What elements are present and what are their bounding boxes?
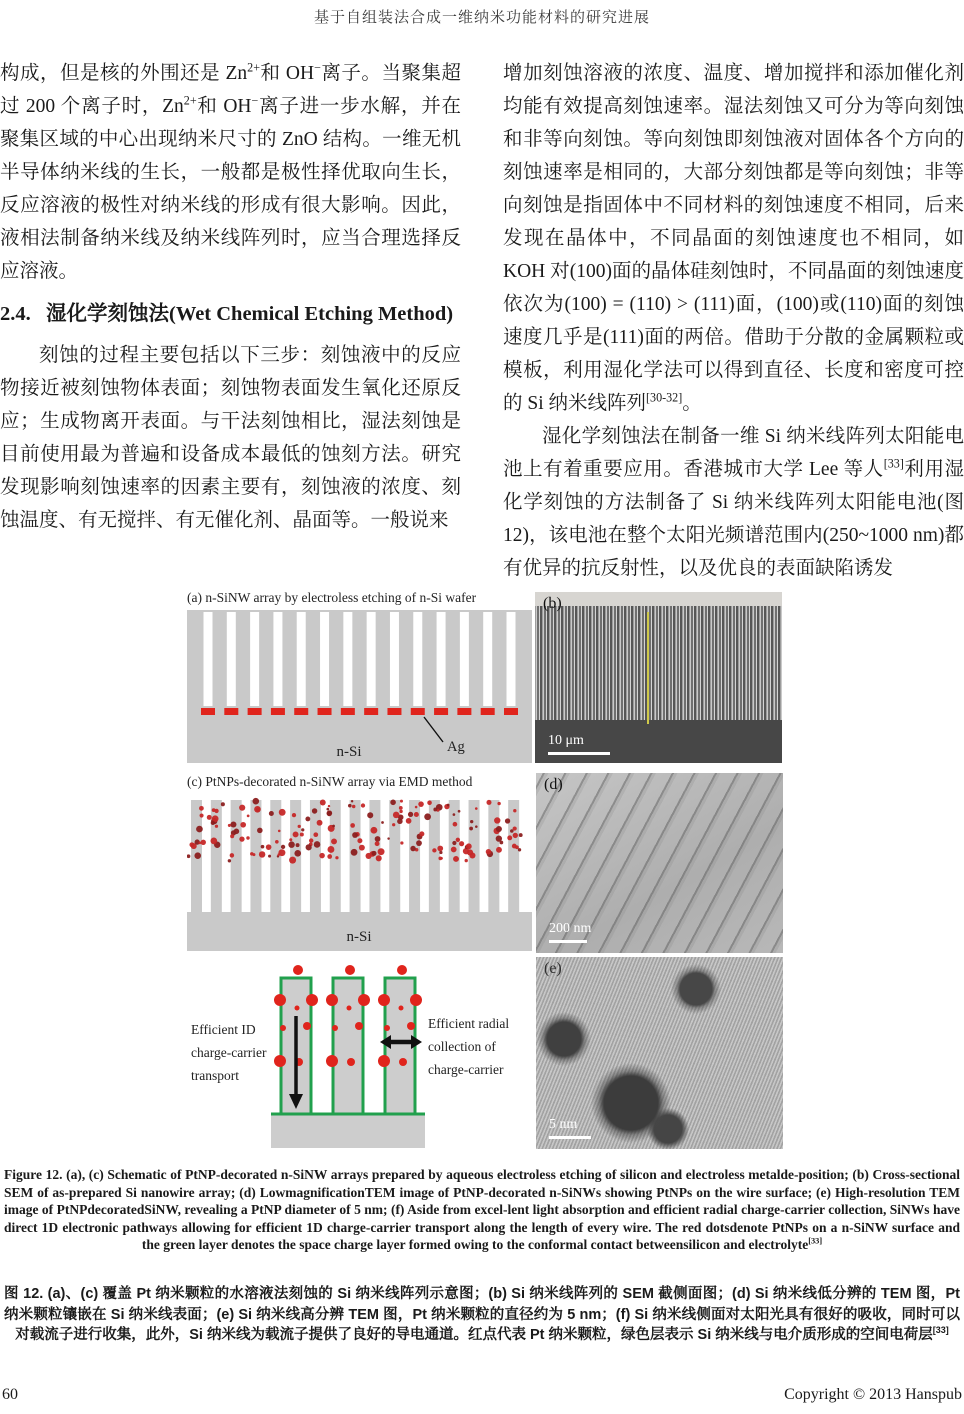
panel-b-label: (b) <box>543 595 562 612</box>
scale-bar-text: 10 μm <box>548 732 584 748</box>
scale-bar-line <box>549 940 587 944</box>
svg-text:Ag: Ag <box>447 739 465 755</box>
figure-12 <box>0 588 964 1162</box>
paragraph: 增加刻蚀溶液的浓度、温度、增加搅拌和添加催化剂均能有效提高刻蚀速率。湿法刻蚀又可分为等向刻蚀和非等向刻蚀。等向刻蚀即刻蚀液对固体各个方向的刻蚀速率是相同的，大部分刻蚀都是等向刻蚀；非等向刻蚀是指固体中不同材料的刻蚀速度不相同，后来发现在晶体中，不同晶面的刻蚀速度也不相同，如 KOH 对(100)面的晶体硅刻蚀时，不同晶面的刻蚀速度依次为(100) = (110) > (111)面，(100)或(110)面的刻蚀速度几乎是(111)面的两倍。借助于分散的金属颗粒或模板，利用湿化学法可以得到直径、长度和密度可控的 Si 纳米线阵列[30-32]。 <box>503 63 964 414</box>
scale-bar <box>548 733 610 756</box>
running-head-title: 基于自组装法合成一维纳米功能材料的研究进展 <box>313 10 650 26</box>
svg-text:n-Si: n-Si <box>346 929 372 945</box>
panel-a-label: (a) n-SiNW array by electroless etching of n-Si wafer <box>187 590 477 605</box>
paragraph: 湿化学刻蚀法在制备一维 Si 纳米线阵列太阳能电池上有着重要应用。香港城市大学 Lee 等人[33]利用湿化学刻蚀的方法制备了 Si 纳米线阵列太阳能电池(图 12)，该电池在整个太阳光频谱范围内(250~1000 nm)都有优异的抗反射性，以及优良的表面缺陷诱发 <box>503 426 964 579</box>
panel-a-schematic <box>187 610 532 763</box>
panel-f-schematic <box>185 956 535 1156</box>
scale-bar-line <box>549 1136 591 1140</box>
section-number: 2.4. <box>0 303 31 325</box>
section-title: 湿化学刻蚀法(Wet Chemical Etching Method) <box>46 303 454 325</box>
scale-bar-line <box>548 752 610 756</box>
svg-text:Efficient radial: Efficient radial <box>428 1016 510 1031</box>
tem-image-panel-d <box>536 773 783 953</box>
scale-bar <box>549 921 591 944</box>
figure-caption-chinese: 图 12. (a)、(c) 覆盖 Pt 纳米颗粒的水溶液法刻蚀的 Si 纳米线阵列示意图；(b) Si 纳米线阵列的 SEM 截侧面图；(d) Si 纳米线低分辨的 TEM 图，Pt 纳米颗粒镶嵌在 Si 纳米线表面；(e) Si 纳米线高分辨 TEM 图，Pt 纳米颗粒的直径约为 5 nm；(f) Si 纳米线侧面对太阳光具有很好的吸收，同时可以对载流子进行收集，此外，Si 纳米线为载流子提供了良好的导电通道。红点代表 Pt 纳米颗粒，绿色层表示 Si 纳米线与电介质形成的空间电荷层[33] <box>4 1286 960 1343</box>
paragraph: 刻蚀的过程主要包括以下三步：刻蚀液中的反应物接近被刻蚀物体表面；刻蚀物表面发生氧化还原反应；生成物离开表面。与干法刻蚀相比，湿法刻蚀是目前使用最为普遍和设备成本最低的蚀刻方法。研究发现影响刻蚀速率的因素主要有，刻蚀液的浓度、刻蚀温度、有无搅拌、有无催化剂、晶面等。一般说来 <box>0 345 461 531</box>
scale-bar-text: 5 nm <box>549 1116 578 1132</box>
panel-e-label: (e) <box>544 960 562 977</box>
scale-bar-text: 200 nm <box>549 920 592 936</box>
left-text-column <box>0 57 461 537</box>
right-text-column <box>503 57 964 585</box>
figure-caption-english: Figure 12. (a), (c) Schematic of PtNP-decorated n-SiNW arrays prepared by aqueous electroless etching of silicon and electroless metalde-position; (b) Cross-sectional SEM of as-prepared Si nanowire array; (d) LowmagnificationTEM image of PtNP-decorated n-SiNWs showing PtNPs on the wire surface; (e) High-resolution TEM image of PtNPdecoratedSiNW, revealing a PtNP diameter of 5 nm; (f) Aside from excel-lent light absorption and efficient radial charge-carrier collection, SiNWs have direct 1D electronic pathways allowing for efficient 1D charge-carrier transport along the length of every wire. The red dotsdenote PtNPs on a n-SiNW surface and the green layer denotes the space charge layer formed owing to the conformal contact betweensilicon and electrolyte[33] <box>4 1167 960 1252</box>
panel-d-label: (d) <box>544 776 563 793</box>
svg-text:charge-carrier: charge-carrier <box>191 1045 267 1060</box>
svg-text:charge-carrier: charge-carrier <box>428 1062 504 1077</box>
svg-text:transport: transport <box>191 1068 239 1083</box>
paragraph: 构成，但是核的外围还是 $Zn^{2+}$和 OH−离子。当聚集超过 200 个离子时，$Zn^{2+}$和 OH−离子进一步水解，并在聚集区域的中心出现纳米尺寸的 ZnO 结构。一维无机半导体纳米线的生长，一般都是极性择优取向生长，反应溶液的极性对纳米线的形成有很大影响。因此，液相法制备纳米线及纳米线阵列时，应当合理选择反应溶液。 <box>0 60 461 282</box>
scale-bar <box>549 1117 591 1140</box>
svg-text:n-Si: n-Si <box>336 744 362 760</box>
svg-text:collection of: collection of <box>428 1039 496 1054</box>
page-number: 60 <box>2 1386 18 1403</box>
hrtem-image-panel-e <box>536 957 783 1149</box>
panel-c-label: (c) PtNPs-decorated n-SiNW array via EMD method <box>187 774 473 789</box>
svg-text:Efficient ID: Efficient ID <box>191 1022 256 1037</box>
section-heading-2-4 <box>0 295 461 334</box>
sem-image-panel-b <box>535 592 782 763</box>
copyright-notice: Copyright © 2013 Hanspub <box>784 1386 962 1403</box>
measurement-line <box>647 612 649 724</box>
panel-c-schematic <box>187 794 532 951</box>
